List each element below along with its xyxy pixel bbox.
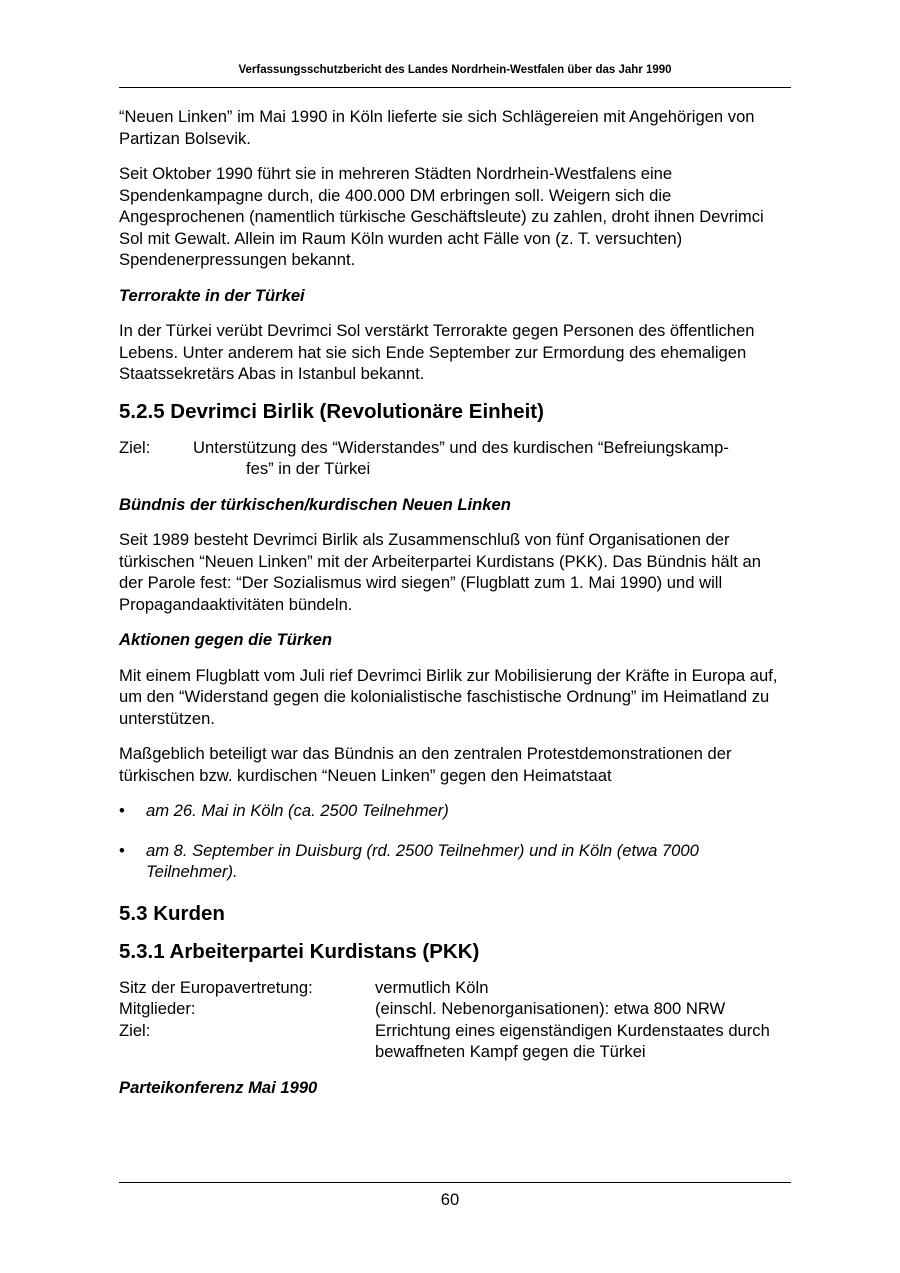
- section-heading-5-3: 5.3 Kurden: [119, 901, 225, 925]
- fact-label: Sitz der Europavertretung:: [119, 977, 313, 997]
- bullet-icon: •: [119, 801, 125, 820]
- fact-label: Ziel:: [119, 1020, 151, 1040]
- subheading-aktionen: Aktionen gegen die Türken: [119, 630, 332, 649]
- bullet-text: am 8. September in Duisburg (rd. 2500 Teilnehmer) und in Köln (etwa 7000 Teilnehmer).: [146, 840, 699, 881]
- bullet-icon: •: [119, 840, 125, 860]
- page-header: Verfassungsschutzbericht des Landes Nordrhein-Westfalen über das Jahr 1990: [238, 64, 672, 76]
- subheading-buendnis: Bündnis der türkischen/kurdischen Neuen Linken: [119, 494, 511, 514]
- section-heading-5-2-5: 5.2.5 Devrimci Birlik (Revolutionäre Einheit): [119, 399, 544, 423]
- fact-value: Errichtung eines eigenständigen Kurdenstaates durch bewaffneten Kampf gegen die Türkei: [375, 1020, 770, 1061]
- fact-label: Mitglieder:: [119, 999, 196, 1018]
- footer-rule: [119, 1182, 791, 1183]
- pkk-facts: [119, 977, 781, 1063]
- goal-text-line1: Unterstützung des “Widerstandes” und des kurdischen “Befreiungskamp-: [193, 437, 729, 457]
- paragraph: In der Türkei verübt Devrimci Sol verstärkt Terrorakte gegen Personen des öffentlichen Lebens. Unter anderem hat sie sich Ende September zur Ermordung des ehemaligen Staatssekretärs Abas in Istanbul bekannt.: [119, 321, 755, 383]
- subheading-parteikonferenz: Parteikonferenz Mai 1990: [119, 1077, 318, 1097]
- fact-value: vermutlich Köln: [375, 977, 489, 997]
- document-body: [119, 106, 781, 1112]
- goal-label: Ziel:: [119, 437, 151, 457]
- subheading-terrorakte: Terrorakte in der Türkei: [119, 285, 305, 305]
- paragraph: Seit 1989 besteht Devrimci Birlik als Zusammenschluß von fünf Organisationen der türkischen “Neuen Linken” mit der Arbeiterpartei Kurdistans (PKK). Das Bündnis hält an der Parole fest: “Der Sozialismus wird siegen” (Flugblatt zum 1. Mai 1990) und will Propagandaaktivitäten bündeln.: [119, 530, 761, 614]
- goal-text: [193, 437, 729, 480]
- paragraph: “Neuen Linken” im Mai 1990 in Köln lieferte sie sich Schlägereien mit Angehörigen von Partizan Bolsevik.: [119, 107, 755, 148]
- bullet-item: [119, 840, 781, 883]
- bullet-item: [119, 800, 781, 822]
- paragraph: Maßgeblich beteiligt war das Bündnis an den zentralen Protestdemonstrationen der türkischen bzw. kurdischen “Neuen Linken” gegen den Heimatstaat: [119, 744, 732, 785]
- fact-value: (einschl. Nebenorganisationen): etwa 800 NRW: [375, 999, 726, 1018]
- section-heading-5-3-1: 5.3.1 Arbeiterpartei Kurdistans (PKK): [119, 939, 480, 963]
- header-rule: [119, 87, 791, 88]
- page-number: 60: [440, 1190, 460, 1209]
- goal-text-line2: fes” in der Türkei: [246, 459, 371, 478]
- goal-row: [119, 437, 781, 480]
- paragraph: Mit einem Flugblatt vom Juli rief Devrimci Birlik zur Mobilisierung der Kräfte in Europa auf, um den “Widerstand gegen die kolonialistische faschistische Ordnung” im Heimatland zu unterstützen.: [119, 665, 778, 728]
- bullet-text: am 26. Mai in Köln (ca. 2500 Teilnehmer): [146, 801, 449, 820]
- paragraph: Seit Oktober 1990 führt sie in mehreren Städten Nordrhein-Westfalens eine Spendenkampagne durch, die 400.000 DM erbringen soll. Weigern sich die Angesprochenen (namentlich türkische Geschäftsleute) zu zahlen, droht ihnen Devrimci Sol mit Gewalt. Allein im Raum Köln wurden acht Fälle von (z. T. versuchten) Spendenerpressungen bekannt.: [119, 164, 764, 269]
